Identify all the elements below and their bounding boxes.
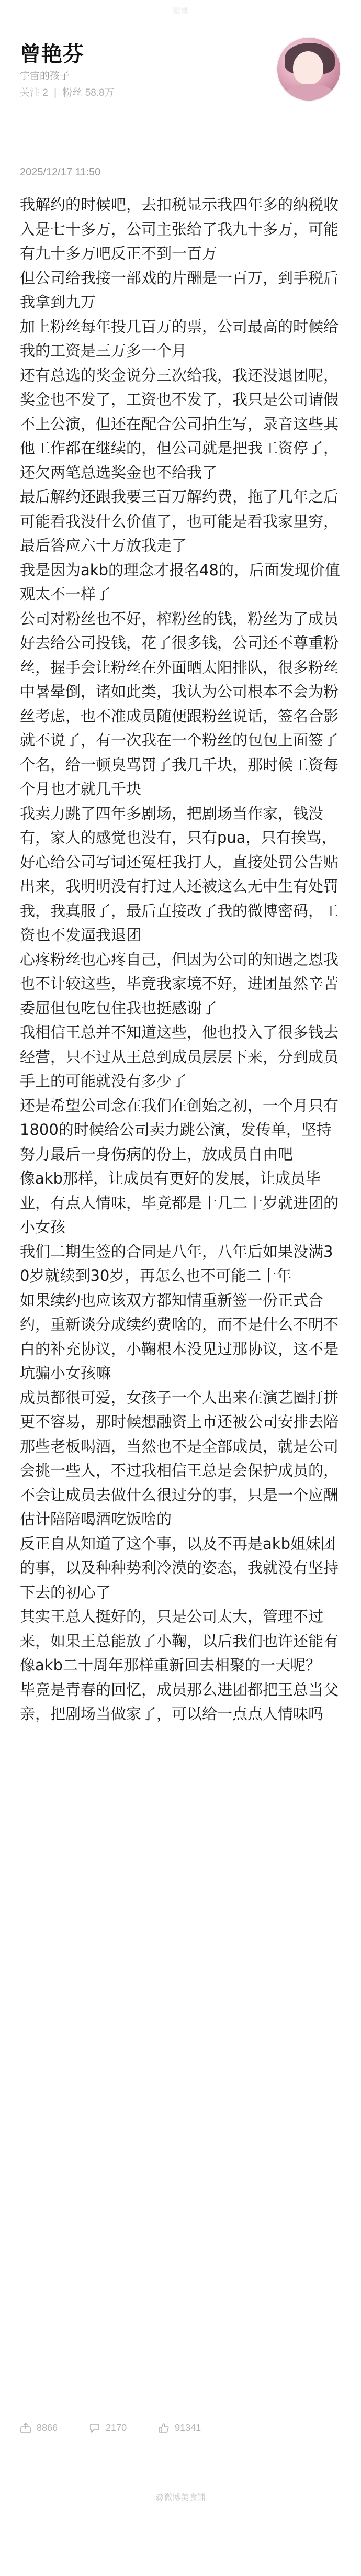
post-paragraph: 加上粉丝每年投几百万的票，公司最高的时候给我的工资是三万多一个月 bbox=[20, 317, 339, 360]
post-content bbox=[20, 193, 341, 1726]
followers-count[interactable]: 粉丝 58.8万 bbox=[62, 87, 115, 98]
watermark: @微博美食铺 bbox=[155, 2493, 206, 2502]
post-paragraph: 反正自从知道了这个事，以及不再是akb姐妹团的事，以及种种势利冷漠的姿态，我就没有坚持下去的初心了 bbox=[20, 1534, 339, 1601]
like-icon bbox=[158, 2422, 170, 2434]
top-watermark: 微博 bbox=[172, 7, 188, 16]
stats-divider: | bbox=[54, 87, 57, 98]
following-count[interactable]: 关注 2 bbox=[20, 87, 48, 98]
post-paragraph: 我们二期生签的合同是八年，八年后如果没满30岁就续到30岁，再怎么也不可能二十年 bbox=[20, 1242, 333, 1285]
post-paragraph: 如果续约也应该双方都知情重新签一份正式合约，重新谈分成续约费啥的，而不是什么不明不白的补充协议，小鞠根本没见过那协议，这不是坑骗小女孩嘛 bbox=[20, 1291, 339, 1382]
post-paragraph: 毕竟是青春的回忆，成员那么进团都把王总当父亲，把剧场当做家了，可以给一点点人情味吗 bbox=[20, 1680, 339, 1723]
like-button[interactable] bbox=[158, 2422, 201, 2434]
post-paragraph: 成员都很可爱，女孩子一个人出来在演艺圈打拼更不容易，那时候想融资上市还被公司安排去陪那些老板喝酒，当然也不是全部成员，就是公司会挑一些人，不过我相信王总是会保护成员的，不会让成员去做什么很过分的事，只是一个应酬估计陪陪喝酒吃饭啥的 bbox=[20, 1388, 339, 1528]
post-paragraph: 我卖力跳了四年多剧场，把剧场当作家，钱没有，家人的感觉也没有，只有pua，只有挨骂，好心给公司写词还冤枉我打人，直接处罚公告贴出来，我明明没有打过人还被这么无中生有处罚我，我真服了，最后直接改了我的微博密码，工资也不发逼我退团 bbox=[20, 804, 339, 944]
share-icon bbox=[20, 2422, 31, 2434]
post-paragraph: 我解约的时候吧，去扣税显示我四年多的纳税收入是七十多万，公司主张给了我九十多万，可能有九十多万吧反正不到一百万 bbox=[20, 196, 339, 262]
comment-icon bbox=[89, 2422, 100, 2434]
avatar[interactable] bbox=[276, 37, 341, 102]
profile-signature: 宇宙的孩子 bbox=[20, 71, 70, 82]
post-paragraph: 像akb那样，让成员有更好的发展，让成员毕业，有点人情味，毕竟都是十几二十岁就进团的小女孩 bbox=[20, 1169, 339, 1236]
post-paragraph: 最后解约还跟我要三百万解约费，拖了几年之后可能看我没什么价值了，也可能是看我家里穷，最后答应六十万放我走了 bbox=[20, 488, 339, 554]
like-count: 91341 bbox=[175, 2422, 201, 2433]
post-paragraph: 还有总选的奖金说分三次给我，我还没退团呢，奖金也不发了，工资也不发了，我只是公司请假不上公演，但还在配合公司拍生写，录音这些其他工作都在继续的，但公司就是把我工资停了，还欠两笔总选奖金也不给我了 bbox=[20, 366, 339, 482]
post-paragraph: 我是因为akb的理念才报名48的，后面发现价值观太不一样了 bbox=[20, 561, 340, 603]
post-paragraph: 我相信王总并不知道这些，他也投入了很多钱去经营，只不过从王总到成员层层下来，分到成员手上的可能就没有多少了 bbox=[20, 1023, 339, 1090]
share-count: 8866 bbox=[37, 2422, 58, 2433]
post-paragraph: 心疼粉丝也心疼自己，但因为公司的知遇之恩我也不计较这些，毕竟我家境不好，进团虽然辛苦委屈但包吃包住我也挺感谢了 bbox=[20, 950, 339, 1017]
profile-header bbox=[20, 37, 341, 141]
post-paragraph: 但公司给我接一部戏的片酬是一百万，到手税后我拿到九万 bbox=[20, 269, 339, 311]
comment-count: 2170 bbox=[106, 2422, 127, 2433]
share-button[interactable] bbox=[20, 2422, 58, 2434]
post-paragraph: 其实王总人挺好的，只是公司太大，管理不过来，如果王总能放了小鞠，以后我们也许还能有像akb二十周年那样重新回去相聚的一天呢？ bbox=[20, 1608, 339, 1674]
comment-button[interactable] bbox=[89, 2422, 127, 2434]
post-timestamp: 2025/12/17 11:50 bbox=[20, 166, 101, 178]
action-bar bbox=[20, 2417, 341, 2438]
profile-name[interactable]: 曾艳芬 bbox=[20, 43, 84, 66]
post-paragraph: 公司对粉丝也不好，榨粉丝的钱，粉丝为了成员好去给公司投钱，花了很多钱，公司还不尊重粉丝，握手会让粉丝在外面晒太阳排队，很多粉丝中暑晕倒，诸如此类，我认为公司根本不会为粉丝考虑，也不准成员随便跟粉丝说话，签名合影就不说了，有一次我在一个粉丝的包包上面签了个名，给一顿臭骂罚了我几千块，那时候工资每个月也才就几千块 bbox=[20, 609, 339, 798]
post-paragraph: 还是希望公司念在我们在创始之初，一个月只有1800的时候给公司卖力跳公演，发传单，坚持努力最后一身伤病的份上，放成员自由吧 bbox=[20, 1096, 339, 1163]
profile-stats bbox=[20, 85, 118, 99]
